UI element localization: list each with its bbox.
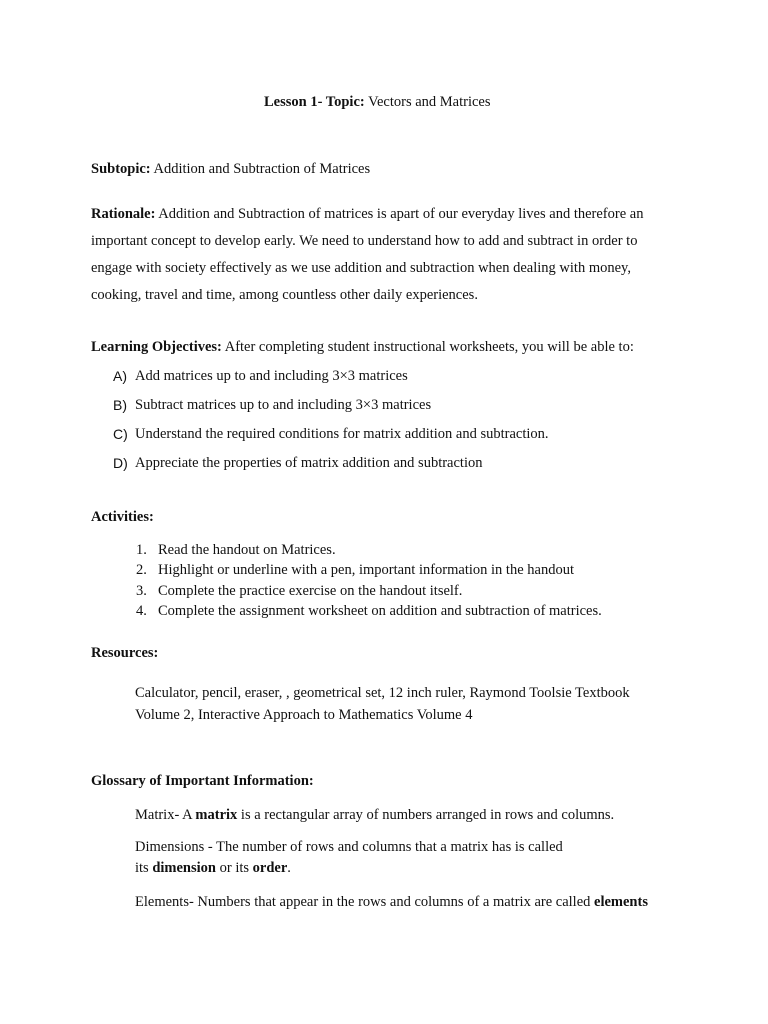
subtopic-line xyxy=(91,161,370,178)
objective-text: Subtract matrices up to and including 3×3 matrices xyxy=(135,397,432,413)
activity-text: Complete the practice exercise on the handout itself. xyxy=(158,583,463,599)
rationale-line-3: engage with society effectively as we use addition and subtraction when dealing with money, xyxy=(91,260,631,276)
glossary-elements-term: elements xyxy=(594,894,648,910)
glossary-order-term: order xyxy=(252,860,288,876)
subtopic-label: Subtopic: xyxy=(91,161,151,177)
objective-item xyxy=(113,368,127,386)
resources-heading-text: Resources: xyxy=(91,645,159,661)
objective-item xyxy=(113,397,127,415)
activity-number: 1. xyxy=(136,542,147,558)
glossary-dimension-term: dimension xyxy=(152,860,216,876)
objective-text: Understand the required conditions for matrix addition and subtraction. xyxy=(135,426,549,442)
glossary-matrix-post: is a rectangular array of numbers arranged in rows and columns. xyxy=(237,807,615,823)
objective-marker: C) xyxy=(113,426,128,442)
glossary-matrix xyxy=(135,807,614,824)
resources-heading xyxy=(91,645,158,662)
activity-number: 3. xyxy=(136,583,147,599)
objectives-line xyxy=(91,339,634,356)
glossary-dimensions-post: . xyxy=(287,860,291,876)
activity-number: 2. xyxy=(136,562,147,578)
glossary-heading xyxy=(91,773,314,790)
glossary-elements-pre: Elements- Numbers that appear in the rows and columns of a matrix are called xyxy=(135,894,595,910)
title-label: Lesson 1- Topic: xyxy=(264,94,365,110)
glossary-dimensions-pre: its xyxy=(135,860,153,876)
title-text: Vectors and Matrices xyxy=(368,94,491,110)
objective-text: Appreciate the properties of matrix addition and subtraction xyxy=(135,455,483,471)
glossary-matrix-pre: Matrix- A xyxy=(135,807,196,823)
rationale-line-2: important concept to develop early. We need to understand how to add and subtract in order to xyxy=(91,233,638,249)
activities-heading-text: Activities: xyxy=(91,509,154,525)
activity-text: Complete the assignment worksheet on addition and subtraction of matrices. xyxy=(158,603,602,619)
rationale-text-1: Addition and Subtraction of matrices is apart of our everyday lives and therefore an xyxy=(158,206,644,222)
subtopic-text: Addition and Subtraction of Matrices xyxy=(153,161,371,177)
page-title xyxy=(264,94,491,111)
activity-text: Read the handout on Matrices. xyxy=(158,542,336,558)
glossary-dimensions-line-2 xyxy=(135,860,291,877)
objective-item xyxy=(113,426,128,444)
resources-line-1: Calculator, pencil, eraser, , geometrical set, 12 inch ruler, Raymond Toolsie Textbook xyxy=(135,685,630,701)
objectives-intro: After completing student instructional worksheets, you will be able to: xyxy=(224,339,634,355)
activity-text: Highlight or underline with a pen, important information in the handout xyxy=(158,562,574,578)
rationale-line-4: cooking, travel and time, among countless other daily experiences. xyxy=(91,287,478,303)
objectives-label: Learning Objectives: xyxy=(91,339,222,355)
objective-marker: B) xyxy=(113,397,127,413)
glossary-dimensions-line-1: Dimensions - The number of rows and columns that a matrix has is called xyxy=(135,839,563,855)
glossary-dimensions-mid: or its xyxy=(216,860,253,876)
resources-line-2: Volume 2, Interactive Approach to Mathematics Volume 4 xyxy=(135,707,473,723)
glossary-heading-text: Glossary of Important Information: xyxy=(91,773,314,789)
activities-heading xyxy=(91,509,154,526)
glossary-elements xyxy=(135,894,648,911)
activity-number: 4. xyxy=(136,603,147,619)
rationale-line-1 xyxy=(91,206,643,223)
glossary-matrix-term: matrix xyxy=(195,807,238,823)
objective-marker: A) xyxy=(113,368,127,384)
objective-text: Add matrices up to and including 3×3 matrices xyxy=(135,368,408,384)
objective-marker: D) xyxy=(113,455,128,471)
objective-item xyxy=(113,455,128,473)
rationale-label: Rationale: xyxy=(91,206,156,222)
